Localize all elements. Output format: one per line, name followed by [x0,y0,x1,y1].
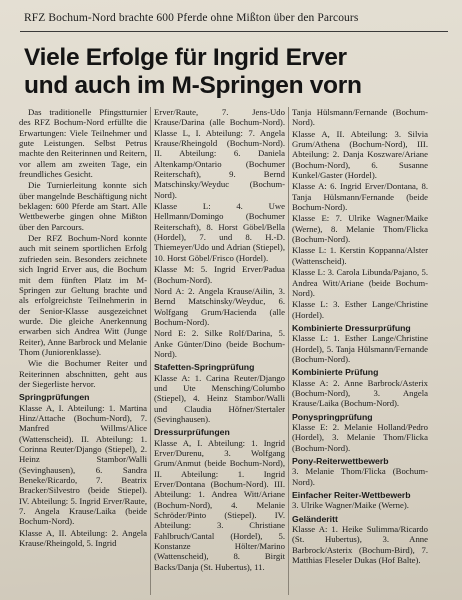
headline-line-1: Viele Erfolge für Ingrid Erver [24,44,347,71]
result-entry: Klasse E: 2. Melanie Holland/Pedro (Hordel), 3. Melanie Thom/Flicka (Bochum-Nord). [292,421,428,453]
section-heading: Pony-Reiterwettbewerb [292,456,389,466]
section-heading: Geländeritt [292,513,338,524]
section-heading: Springprüfungen [19,392,90,403]
kicker-line: RFZ Bochum-Nord brachte 600 Pferde ohne Mißton über den Parcours [24,12,359,24]
article-column-2 [154,107,285,597]
result-entry: Klasse A, I. Abteilung: 1. Ingrid Erver/Durenu, 3. Wolfgang Grum/Anmut (beide Bochum-Nord), II. Abteilung: 1. Ingrid Erver/Dontana (Bochum-Nord). III. Abteilung: 1. Andrea Witt/Ariane (Bochum-Nord), 4. Melanie Schröder/Pinto (Stiepel). IV. Abteilung: 3. Christiane Fahlbruch/Cantal (Hordel), 5. Konstanze Hölter/Marino (Wattenscheid), 8. Birgit Backs/Danja (St. Hubertus), 11. [154,437,285,572]
headline-line-2: und auch im M-Springen vorn [24,72,362,99]
result-entry: Nord A: 2. Angela Krause/Ailin, 3. Bernd Matschinsky/Weyduc, 6. Wolfgang Grum/Hacienda (alle Bochum-Nord). [154,285,285,327]
result-entry: Klasse A: 2. Anne Barbrock/Asterix (Bochum-Nord), 3. Angela Krause/Laika (Bochum-Nord). [292,377,428,409]
section-heading: Kombinierte Dressurprüfung [292,322,411,333]
section-heading: Stafetten-Springprüfung [154,362,255,373]
body-paragraph: Wie die Bochumer Reiter und Reiterinnen abschnitten, geht aus der Siegerliste hervor. [19,358,147,389]
column-divider [288,107,289,595]
result-entry: Klasse L: 1. Kerstin Koppanna/Alster (Wattenscheid). [292,245,428,266]
result-entry: Klasse L: 3. Carola Libunda/Pajano, 5. Andrea Witt/Ariane (beide Bochum-Nord). [292,267,428,298]
result-entry: Klasse A, II. Abteilung: 3. Silvia Grum/Athena (Bochum-Nord), III. Abteilung: 2. Danja Koszware/Ariane (Bochum-Nord), 6. Susanne Kunkel/Gaster (Hordel). [292,128,428,181]
result-entry: Klasse L: 3. Esther Lange/Christine (Hordel). [292,299,428,320]
result-entry: Tanja Hülsmann/Fernande (Bochum-Nord). [292,107,428,128]
result-entry: 3. Melanie Thom/Flicka (Bochum-Nord). [292,466,428,487]
section-heading: Kombinierte Prüfung [292,367,379,378]
result-entry: Klasse A, I. Abteilung: 1. Martina Hinz/Attache (Bochum-Nord), 7. Manfred Willms/Alice (Wattenscheid). II. Abteilung: 1. Corinna Reuter/Django (Stiepel), 2. Heinz Stambor/Walli (Sevinghausen), 6. Sandra Beneke/Ricardo, 7. Beatrix Bracker/Silvestro (beide Stiepel). IV. Abteilung: 5. Ingrid Erver/Raute, 7. Angela Krause/Laika (beide Bochum-Nord). [19,402,147,527]
result-entry: Klasse A, II. Abteilung: 2. Angela Krause/Rheingold, 5. Ingrid [19,527,147,549]
result-entry: Nord E: 2. Silke Rolf/Darina, 5. Anke Günter/Dino (beide Bochum-Nord). [154,328,285,359]
article-column-3 [292,107,428,597]
headline [24,44,454,100]
result-entry: Erver/Raute, 7. Jens-Udo Krause/Darina (alle Bochum-Nord). Klasse L, I. Abteilung: 7. Angela Krause/Rheingold (Bochum-Nord). II. Abteilung: 6. Daniela Altenkamp/Ontario (Bochumer Reiterschaft), 9. Bernd Matschinsky/Weyduc (Bochum-Nord). [154,107,285,200]
result-entry: Klasse A: 1. Carina Reuter/Django und Ute Mensching/Columbo (Stiepel), 4. Heinz Stambor/Walli und Claudia Höfner/Stertaler (Sevinghausen). [154,372,285,424]
body-paragraph: Das traditionelle Pfingstturnier des RFZ Bochum-Nord erfüllte die Erwartungen: Viele Teilnehmer und gute Leistungen. Selbst Petrus machte den Reiterinnen und Reitern, vor allem am zweiten Tage, ein freundliches Gesicht. [19,107,147,180]
section-heading: Ponyspringprüfung [292,411,373,422]
result-entry: Klasse L: 1. Esther Lange/Christine (Hordel), 5. Tanja Hülsmann/Fernande (Bochum-Nord). [292,333,428,364]
result-entry: Klasse E: 7. Ulrike Wagner/Maike (Werne), 8. Melanie Thom/Flicka (Bochum-Nord). [292,213,428,245]
result-entry: 3. Ulrike Wagner/Maike (Werne). [292,500,409,511]
article-column-1 [19,107,147,597]
body-paragraph: Die Turnierleitung konnte sich über mangelnde Beschäftigung nicht beklagen: 600 Pferde am Start. Alle Wettbewerbe gingen ohne Mißton über den Parcours. [19,180,147,232]
section-heading: Einfacher Reiter-Wettbewerb [292,490,411,501]
result-entry: Klasse L: 4. Uwe Hellmann/Domingo (Bochumer Reiterschaft), 8. Horst Göbel/Bella (Hordel), 7. und 8. H.-D. Thiemeyer/Udo und Adrian (Stiepel), 10. Horst Göbel/Frisco (Hordel). [154,201,285,263]
kicker-rule [20,31,448,32]
result-entry: Klasse A: 1. Heike Sulimma/Ricardo (St. Hubertus), 3. Anne Barbrock/Asterix (Bochum-Bird), 7. Matthias Fleseler Dukas (Hof Balte). [292,524,428,566]
column-divider [150,107,151,595]
result-entry: Klasse A: 6. Ingrid Erver/Dontana, 8. Tanja Hülsmann/Fernande (beide Bochum-Nord). [292,181,428,213]
section-heading: Dressurprüfungen [154,427,230,438]
body-paragraph: Der RFZ Bochum-Nord konnte auch mit seinem sportlichen Erfolg zufrieden sein. Besonders zeichnete sich Ingrid Erver aus, die Bochum mit dem fünften Platz im M-Springen zur Geltung brachte und als erfolgreichste Teilnehmerin in der Senior-Klasse ausgezeichnet wurde. Die gleiche Anerkennung erwarben sich Andrea Witt (Junge Reiter), Anne Barbrock und Melanie Thom (Juniorenklasse). [19,233,147,357]
result-entry: Klasse M: 5. Ingrid Erver/Padua (Bochum-Nord). [154,264,285,285]
